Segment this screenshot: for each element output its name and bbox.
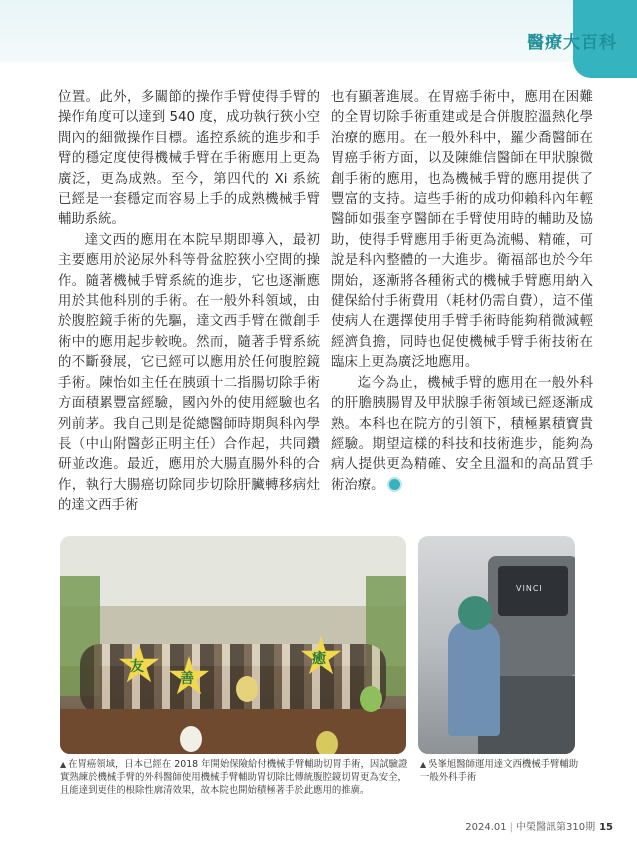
paragraph: 達文西的應用在本院早期即導入，最初主要應用於泌尿外科等骨盆腔狹小空間的操作。隨著機械手臂系統的進步，它也逐漸應用於其他科別的手術。在一般外科領域，由於腹腔鏡手術的先驅，達文西手臂在微創手術中的應用起步較晚。然而，隨著手臂系統的不斷發展，它已經可以應用於任何腹腔鏡手術。陳怡如主任在胰頭十二指腸切除手術方面積累豐富經驗，國內外的使用經驗也名列前茅。我自己則是從總醫師時期與科內學長（中山附醫彭正明主任）合作起，共同鑽研並改進。最近，應用於大腸直腸外科的合作，執行大腸癌切除同步切除肝臟轉移病灶的達文西手術	[58, 232, 320, 514]
paragraph-text: 迄今為止，機械手臂的應用在一般外科的肝膽胰腸胃及甲狀腺手術領域已經逐漸成熟。本科也在院方的引領下，積極累積寶貴經驗。期望這樣的科技和技術進步，能夠為病人提供更為精確、安全且溫和的高品質手術治療。	[331, 375, 593, 493]
publication-name: 中榮醫訊第310期	[515, 822, 596, 833]
triangle-up-icon: ▲	[60, 760, 67, 769]
end-mark-icon	[387, 477, 402, 492]
section-title: 醫療大百科	[527, 33, 617, 53]
balloon-icon	[180, 726, 202, 752]
balloon-icon	[236, 676, 258, 702]
sign-label: 友	[130, 659, 144, 675]
photo-audience	[80, 644, 386, 714]
sign-label: 善	[180, 671, 194, 687]
page-number: 15	[599, 822, 613, 833]
photo-caption-left	[60, 758, 412, 797]
surgeon-figure	[448, 621, 500, 736]
balloon-icon	[316, 731, 338, 754]
surgeon-cap	[458, 596, 492, 630]
sign-label: 癒	[312, 651, 326, 667]
article-left-column	[58, 88, 320, 517]
photo-caption-right	[420, 758, 580, 784]
group-photo	[60, 536, 406, 754]
issue-date: 2024.01	[465, 822, 507, 833]
paragraph: 也有顯著進展。在胃癌手術中，應用在困難的全胃切除手術重建或是合併腹腔溫熱化學治療的應用。在一般外科中，羅少喬醫師在胃癌手術方面，以及陳維信醫師在甲狀腺微創手術的應用，也為機械手臂的應用提供了豐富的支持。這些手術的成功仰賴科內年輕醫師如張奎亨醫師在手臂使用時的輔助及協助，使得手臂應用手術更為流暢、精確，可說是科內整體的一大進步。衛福部也於今年開始，逐漸將各種術式的機械手臂應用納入健保給付手術費用（耗材仍需自費），這不僅使病人在選擇使用手臂手術時能夠稍微減輕經濟負擔，同時也促使機械手臂手術技術在臨床上更為廣泛地應用。	[331, 90, 593, 371]
article-right-column	[331, 88, 593, 496]
paragraph: 位置。此外，多關節的操作手臂使得手臂的操作角度可以達到 540 度，成功執行狹小空間內的細微操作目標。遙控系統的進步和手臂的穩定度使得機械手臂在手術應用上更為廣泛，更為成熟。至今，第四代的 Xi 系統已經是一套穩定而容易上手的成熟機械手臂輔助系統。	[58, 90, 320, 228]
surgeon-photo	[418, 536, 575, 754]
balloon-icon	[360, 686, 382, 712]
triangle-up-icon: ▲	[420, 760, 427, 769]
caption-text: 在胃癌領域，日本已經在 2018 年開始保險給付機械手臂輔助切胃手術，因試驗證實熟練於機械手臂的外科醫師使用機械手臂輔助胃切除比傳統腹腔鏡切胃更為安全，且能達到更佳的根除性廓清效果，故本院也開始積極著手於此應用的推廣。	[60, 759, 408, 796]
footer-separator: |	[509, 822, 513, 833]
paragraph-final	[331, 374, 593, 496]
robot-brand-label: VINCI	[516, 584, 543, 593]
photo-floor	[60, 709, 406, 754]
photo-ceiling	[60, 536, 406, 606]
caption-text: 吳峯旭醫師運用達文西機械手臂輔助一般外科手術	[420, 759, 579, 783]
page-footer	[465, 818, 613, 833]
